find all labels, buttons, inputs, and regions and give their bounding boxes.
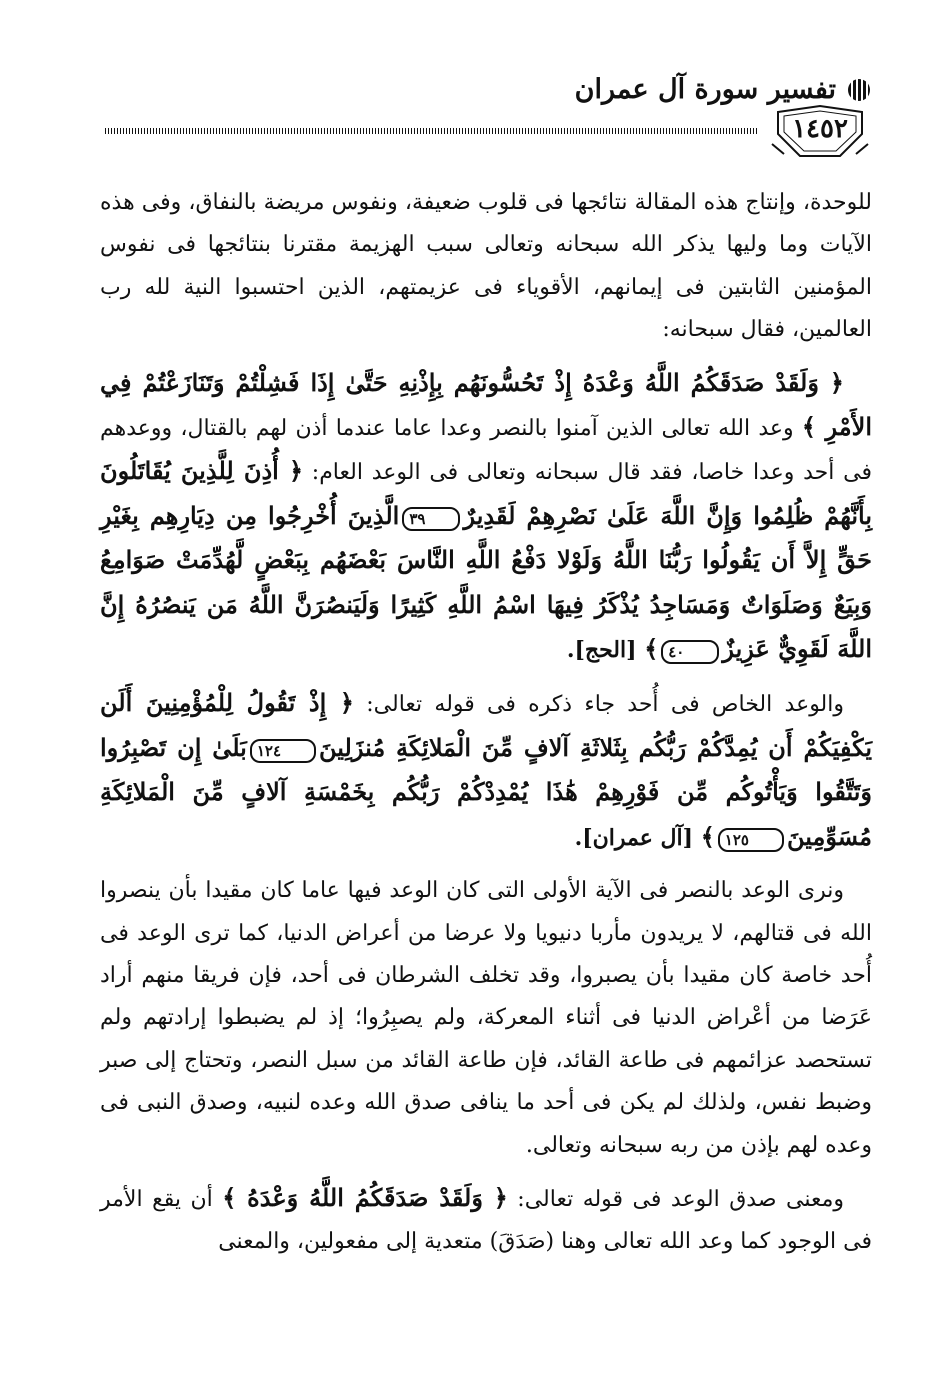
quran-verse: ﴿ وَلَقَدْ صَدَقَكُمُ اللَّهُ وَعْدَهُ ﴾ [222,1182,508,1212]
running-title-text: تفسير سورة آل عمران [574,74,836,105]
paragraph-p4 [100,870,872,1167]
body-text: أن يقع الأمر فى الوجود كما وعد الله تعالى وهنا (صَدَقَ) متعدية إلى مفعولين، والمعنى [100,1186,872,1255]
quran-verse: ﴾ [644,634,659,664]
paragraph-p2 [100,362,872,673]
quran-verse: بَلَىٰ إِن تَصْبِرُوا وَتَتَّقُوا وَيَأْتُوكُم مِّن فَوْرِهِمْ هَٰذَا يُمْدِدْكُمْ رَبُّكُم بِخَمْسَةِ آلافٍ مِّنَ الْمَلائِكَةِ مُسَوِّمِينَ [100,732,872,851]
paragraph-p5 [100,1177,872,1264]
page-number-frame [770,104,870,162]
body-text: ومعنى صدق الوعد فى قوله تعالى: [507,1186,845,1212]
header-rule [105,128,758,134]
page-number: ١٤٥٢ [792,114,848,144]
body-text: والوعد الخاص فى أُحد جاء ذكره فى قوله تعالى: [353,692,844,718]
body-text: للوحدة، وإنتاج هذه المقالة نتائجها فى قلوب ضعيفة، ونفوس مريضة بالنفاق، وفى هذه الآيات وما وليها يذكر الله سبحانه وتعالى سبب الهزيمة مقترنا بنتائجها فى نفوس المؤمنين الثابتين فى إيمانهم، الأقوياء فى عزيمتهم، الذين احتسبوا النية لله رب العالمين، فقال سبحانه: [100,190,872,343]
body-text: وعد الله تعالى الذين آمنوا بالنصر وعدا عاما عندما أذن لهم بالقتال، ووعدهم فى أحد وعدا خاصا، فقد قال سبحانه وتعالى فى الوعد العام: [100,416,872,486]
quran-verse: ﴿ وَلَقَدْ صَدَقَكُمُ اللَّهُ وَعْدَهُ إِذْ تَحُسُّونَهُم بِإِذْنِهِ حَتَّىٰ إِذَا فَشِلْتُمْ وَتَنَازَعْتُمْ فِي الأَمْرِ ﴾ [100,367,873,442]
body-text: ونرى الوعد بالنصر فى الآية الأولى التى كان الوعد فيها عاما كان مقيدا بأن ينصروا الله فى قتالهم، لا يريدون مأربا دنيويا ولا عرضا من أعراض الدنيا، كما ترى الوعد فى أُحد خاصة كان مقيدا بأن يصبروا، وقد تخلف الشرطان فى أحد، فإن فريقا منهم أراد عَرَضا من أعْراض الدنيا فى أثناء المعركة، ولم يصبِرُوا؛ إذ لم يضبطوا إرادتهم ولم تستحصد عزائمهم فى طاعة القائد، فإن طاعة القائد من سبل النصر، وتحتاج إلى صبر وضبط نفس، ولذلك لم يكن فى أحد ما ينافى صدق الله وعده لنبيه، وصدق النبى فى وعده لهم بإذن من ربه سبحانه وتعالى. [100,878,872,1158]
ayah-number-marker: ٣٩ [402,507,460,531]
page-body [100,182,872,1274]
page-header [105,66,870,166]
surah-reference: [الحج]. [566,637,645,664]
quran-verse: الَّذِينَ أُخْرِجُوا مِن دِيَارِهِم بِغَيْرِ حَقٍّ إِلاَّ أَن يَقُولُوا رَبُّنَا اللَّهُ وَلَوْلا دَفْعُ اللَّهِ النَّاسَ بَعْضَهُم بِبَعْضٍ لَّهُدِّمَتْ صَوَامِعُ وَبِيَعٌ وَصَلَوَاتٌ وَمَسَاجِدُ يُذْكَرُ فِيهَا اسْمُ اللَّهِ كَثِيرًا وَلَيَنصُرَنَّ اللَّهُ مَن يَنصُرُهُ إِنَّ اللَّهَ لَقَوِيٌّ عَزِيزٌ [100,500,872,664]
ayah-number-marker: ١٢٥ [718,828,784,852]
paragraph-p3 [100,682,872,860]
quran-verse: ﴿ إِذْ تَقُولُ لِلْمُؤْمِنِينَ أَلَن يَكْفِيَكُمْ أَن يُمِدَّكُمْ رَبُّكُم بِثَلاثَةِ آلافٍ مِّنَ الْمَلائِكَةِ مُنزَلِينَ [100,688,872,762]
running-title [575,74,870,105]
ayah-number-marker: ١٢٤ [250,739,316,763]
quran-verse: ﴿ أُذِنَ لِلَّذِينَ يُقَاتَلُونَ بِأَنَّهُمْ ظُلِمُوا وَإِنَّ اللَّهَ عَلَىٰ نَصْرِهِمْ لَقَدِيرٌ [100,456,872,530]
quran-verse: ﴾ [700,821,715,851]
surah-reference: [آل عمران]. [574,824,701,851]
ayah-number-marker: ٤٠ [661,640,719,664]
title-ornament-icon [848,79,870,101]
paragraph-p1 [100,182,872,352]
